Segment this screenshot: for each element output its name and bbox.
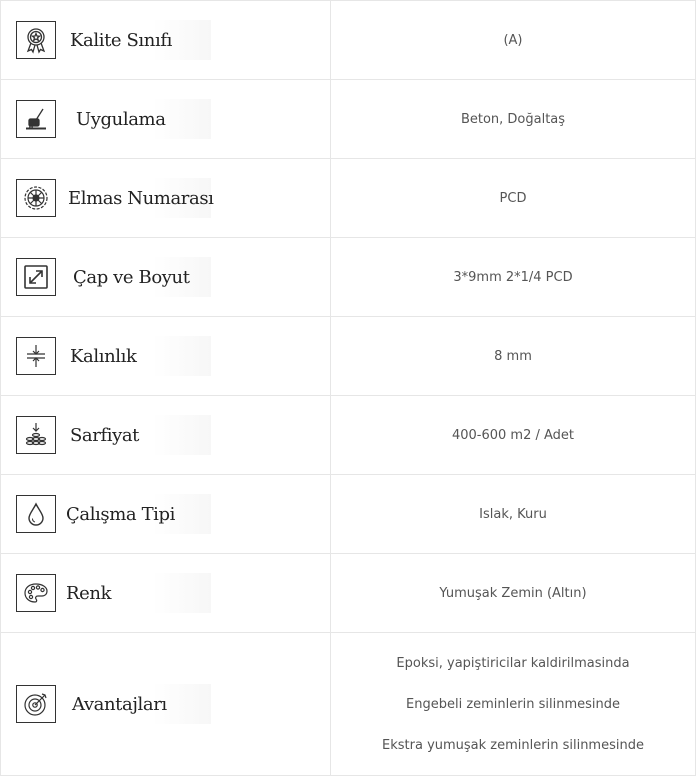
spec-label: Kalınlık	[70, 345, 137, 367]
spec-row-diamond-number	[1, 159, 696, 238]
spec-label: Sarfiyat	[70, 424, 140, 446]
spec-row-application	[1, 80, 696, 159]
spec-value: 400-600 m2 / Adet	[451, 427, 575, 443]
resize-arrow-icon	[16, 258, 56, 296]
award-ribbon-icon	[16, 21, 56, 59]
spec-value: PCD	[499, 190, 527, 206]
spec-row-thickness	[1, 317, 696, 396]
spec-row-consumption	[1, 396, 696, 475]
thickness-icon	[16, 337, 56, 375]
coin-stack-icon	[16, 416, 56, 454]
spec-value: Islak, Kuru	[479, 506, 547, 522]
spec-label: Avantajları	[72, 693, 167, 715]
floor-grinder-icon	[16, 100, 56, 138]
spec-row-diameter-size	[1, 238, 696, 317]
diamond-blade-icon	[16, 179, 56, 217]
spec-value: (A)	[503, 32, 523, 48]
spec-label: Çap ve Boyut	[73, 266, 190, 288]
water-drop-icon	[16, 495, 56, 533]
spec-row-working-type	[1, 475, 696, 554]
spec-value: Yumuşak Zemin (Altın)	[439, 585, 587, 601]
spec-value: 3*9mm 2*1/4 PCD	[453, 269, 573, 285]
color-palette-icon	[16, 574, 56, 612]
spec-row-quality	[1, 1, 696, 80]
spec-label: Elmas Numarası	[68, 187, 214, 209]
spec-row-advantages	[1, 633, 696, 776]
spec-value: 8 mm	[494, 348, 532, 364]
spec-label: Uygulama	[76, 108, 166, 130]
spec-label: Renk	[66, 582, 112, 604]
spec-value: Epoksi, yapiştiricilar kaldirilmasinda	[396, 655, 630, 671]
spec-value: Beton, Doğaltaş	[460, 111, 566, 127]
spec-row-color	[1, 554, 696, 633]
spec-label: Kalite Sınıfı	[70, 29, 172, 51]
spec-label: Çalışma Tipi	[66, 503, 176, 525]
target-icon	[16, 685, 56, 723]
spec-value: Engebeli zeminlerin silinmesinde	[406, 696, 620, 712]
spec-value: Ekstra yumuşak zeminlerin silinmesinde	[382, 737, 644, 753]
